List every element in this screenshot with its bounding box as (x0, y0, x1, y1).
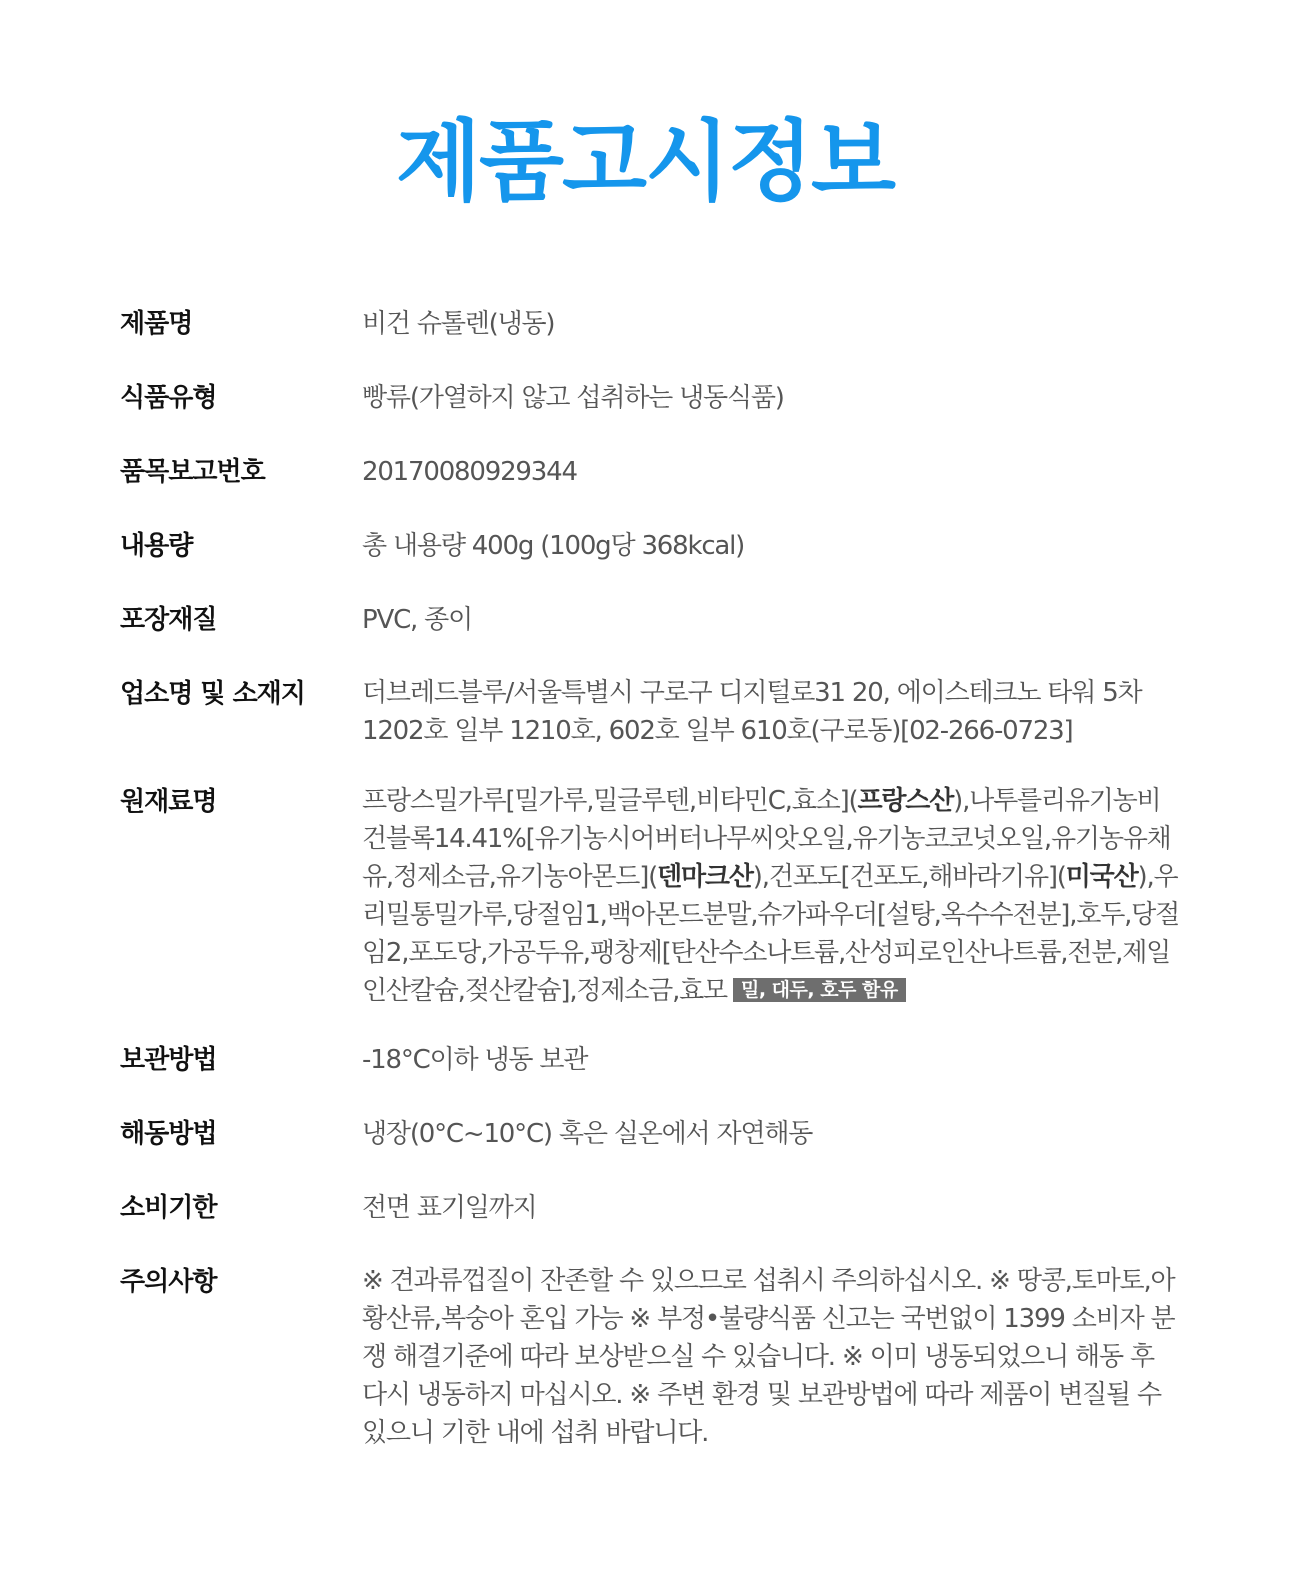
row-packaging (120, 596, 1180, 644)
value-food-type: 빵류(가열하지 않고 섭취하는 냉동식품) (362, 383, 784, 413)
origin-denmark: 덴마크산 (657, 862, 753, 892)
value-product-name: 비건 슈톨렌(냉동) (362, 309, 555, 339)
row-food-type (120, 374, 1180, 422)
value-company: 더브레드블루/서울특별시 구로구 디지털로31 20, 에이스테크노 타워 5차 1202호 일부 1210호, 602호 일부 610호(구로동)[02-266-0723] (362, 678, 1142, 746)
row-expiry (120, 1184, 1180, 1232)
label-capacity: 내용량 (120, 531, 193, 561)
origin-france: 프랑스산 (857, 786, 954, 816)
label-thawing: 해동방법 (120, 1119, 217, 1149)
value-packaging: PVC, 종이 (362, 605, 472, 635)
ingredients-text-4: ),우리밀통밀가루,당절임1,백아몬드분말,슈가파우더[설탕,옥수수전분],호두,당절임2,포도당,가공두유,팽창제[탄산수소나트륨,산성피로인산나트륨,전분,제일인산칼슘,젖산칼슘],정제소금,효모 (362, 862, 1180, 1006)
label-company: 업소명 및 소재지 (120, 679, 305, 709)
label-expiry: 소비기한 (120, 1193, 217, 1223)
row-thawing (120, 1110, 1180, 1158)
value-expiry: 전면 표기일까지 (362, 1193, 537, 1223)
value-ingredients (362, 778, 1180, 1010)
ingredients-text-1: 프랑스밀가루[밀가루,밀글루텐,비타민C,효소]( (362, 786, 858, 816)
label-ingredients: 원재료명 (120, 787, 217, 817)
ingredients-text-2: ),나투를리유기농비건블록14.41%[유기농시어버터나무씨앗오일,유기농코코넛오일,유기농유채유,정제소금,유기농아몬드]( (362, 786, 1171, 892)
value-thawing: 냉장(0°C~10°C) 혹은 실온에서 자연해동 (362, 1119, 813, 1149)
row-storage (120, 1036, 1180, 1084)
row-capacity (120, 522, 1180, 570)
value-capacity: 총 내용량 400g (100g당 368kcal) (362, 531, 745, 561)
row-ingredients (120, 778, 1180, 1010)
label-storage: 보관방법 (120, 1045, 217, 1075)
value-report-number: 20170080929344 (362, 457, 577, 487)
label-product-name: 제품명 (120, 309, 193, 339)
product-info-table (120, 300, 1180, 1452)
label-report-number: 품목보고번호 (120, 457, 265, 487)
label-caution: 주의사항 (120, 1267, 217, 1297)
origin-usa: 미국산 (1065, 862, 1138, 892)
row-product-name (120, 300, 1180, 348)
label-food-type: 식품유형 (120, 383, 217, 413)
allergy-badge: 밀, 대두, 호두 함유 (733, 978, 906, 1002)
value-storage: -18°C이하 냉동 보관 (362, 1045, 588, 1075)
label-packaging: 포장재질 (120, 605, 217, 635)
row-company (120, 670, 1180, 750)
ingredients-text-3: ),건포도[건포도,해바라기유]( (752, 862, 1066, 892)
page-title: 제품고시정보 (395, 110, 895, 213)
row-caution (120, 1258, 1180, 1452)
row-report-number (120, 448, 1180, 496)
value-caution: ※ 견과류껍질이 잔존할 수 있으므로 섭취시 주의하십시오. ※ 땅콩,토마토,아황산류,복숭아 혼입 가능 ※ 부정•불량식품 신고는 국번없이 1399 소비자 분쟁 해결기준에 따라 보상받으실 수 있습니다. ※ 이미 냉동되었으니 해동 후 다시 냉동하지 마십시오. ※ 주변 환경 및 보관방법에 따라 제품이 변질될 수 있으니 기한 내에 섭취 바랍니다. (362, 1266, 1175, 1448)
